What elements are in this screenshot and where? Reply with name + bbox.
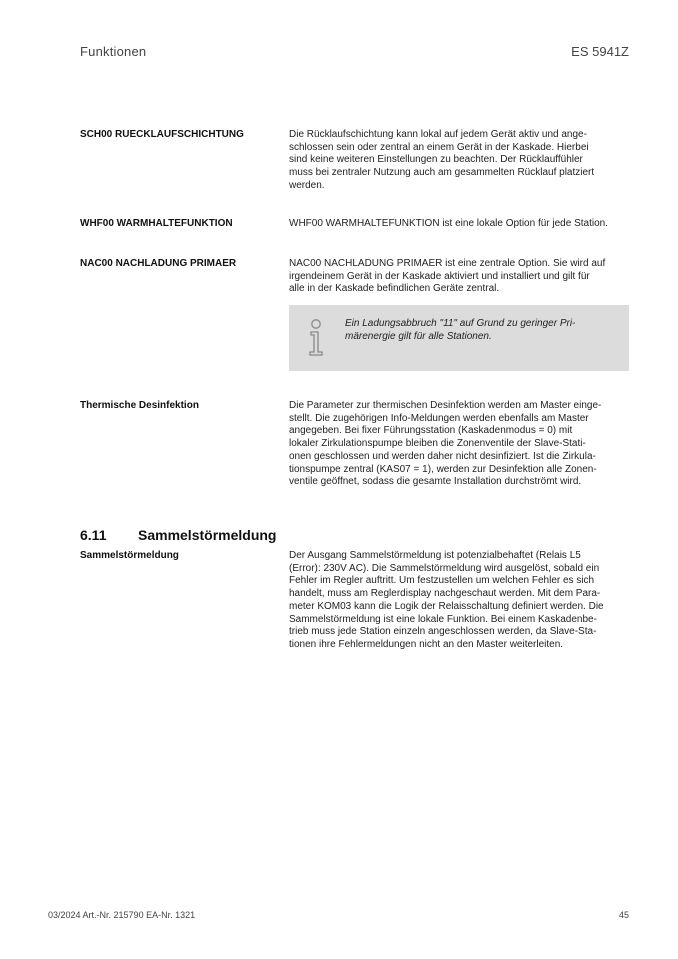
running-header-model: ES 5941Z (571, 44, 629, 59)
param-label-whf00: WHF00 WARMHALTEFUNKTION (80, 218, 233, 229)
text-line: sind keine weiteren Einstellungen zu beachten. Der Rücklauffühler (289, 154, 583, 166)
text-line: stellt. Die zugehörigen Info-Meldungen werden ebenfalls am Master (289, 412, 589, 424)
param-description-nac00 (289, 258, 629, 296)
param-label-sch00: SCH00 RUECKLAUFSCHICHTUNG (80, 129, 244, 140)
text-line: ventile geöffnet, sodass die gesamte Installation durchströmt wird. (289, 476, 582, 488)
text-line: Ein Ladungsabbruch "11" auf Grund zu geringer Pri- (345, 318, 576, 329)
param-description-thermische-desinfektion (289, 400, 629, 489)
param-label-sammelstoermeldung: Sammelstörmeldung (80, 550, 179, 561)
text-line: onen geschlossen und werden daher nicht desinfiziert. Ist die Zirkula- (289, 450, 596, 462)
text-line: märenergie gilt für alle Stationen. (345, 330, 492, 342)
section-number: 6.11 (80, 527, 107, 543)
param-description-sch00 (289, 129, 629, 193)
text-line: Die Parameter zur thermischen Desinfektion werden am Master einge- (289, 400, 602, 411)
param-label-nac00: NAC00 NACHLADUNG PRIMAER (80, 258, 237, 269)
text-line: lokaler Zirkulationspumpe bleiben die Zonenventile der Slave-Stati- (289, 438, 586, 450)
section-title: Sammelstörmeldung (138, 527, 277, 543)
page-number: 45 (618, 910, 629, 920)
param-description-whf00 (289, 218, 629, 231)
running-header-section: Funktionen (80, 44, 147, 59)
param-label-thermische-desinfektion: Thermische Desinfektion (80, 400, 199, 411)
text-line: Die Rücklaufschichtung kann lokal auf jedem Gerät aktiv und ange- (289, 129, 587, 140)
text-line: handelt, muss am Reglerdisplay nachgeschaut werden. Mit dem Para- (289, 588, 601, 600)
param-description-sammelstoermeldung (289, 550, 629, 652)
text-line: irgendeinem Gerät in der Kaskade aktiviert und installiert und gilt für (289, 270, 590, 282)
footer-meta: 03/2024 Art.-Nr. 215790 EA-Nr. 1321 (48, 910, 196, 920)
info-note-text (345, 318, 575, 343)
text-line: Sammelstörmeldung ist eine lokale Funktion. Bei einem Kaskadenbe- (289, 613, 597, 625)
text-line: schlossen sein oder zentral an einem Gerät in der Kaskade. Hierbei (289, 141, 589, 153)
text-line: Fehler im Regler auftritt. Um festzustellen um welchen Fehler es sich (289, 575, 595, 587)
text-line: tionspumpe zentral (KAS07 = 1), werden zur Desinfektion alle Zonen- (289, 463, 597, 475)
text-line: alle in der Kaskade befindlichen Geräte zentral. (289, 283, 500, 295)
text-line: NAC00 NACHLADUNG PRIMAER ist eine zentrale Option. Sie wird auf (289, 258, 606, 269)
text-line: meter KOM03 kann die Logik der Relaisschaltung definiert werden. Die (289, 600, 604, 612)
text-line: tionen ihre Fehlermeldungen nicht an den Master weiterleiten. (289, 638, 564, 650)
info-icon (307, 319, 327, 357)
text-line: WHF00 WARMHALTEFUNKTION ist eine lokale Option für jede Station. (289, 218, 608, 229)
text-line: muss bei zentraler Nutzung auch am gesammelten Rücklauf platziert (289, 167, 595, 179)
text-line: trieb muss jede Station einzeln angeschlossen werden, da Slave-Sta- (289, 626, 597, 638)
info-note-box (289, 305, 629, 371)
text-line: Der Ausgang Sammelstörmeldung ist potenzialbehaftet (Relais L5 (289, 550, 581, 561)
text-line: (Error): 230V AC). Die Sammelstörmeldung wird ausgelöst, sobald ein (289, 562, 600, 574)
text-line: werden. (289, 179, 325, 191)
text-line: angegeben. Bei fixer Führungsstation (Kaskadenmodus = 0) mit (289, 425, 573, 437)
